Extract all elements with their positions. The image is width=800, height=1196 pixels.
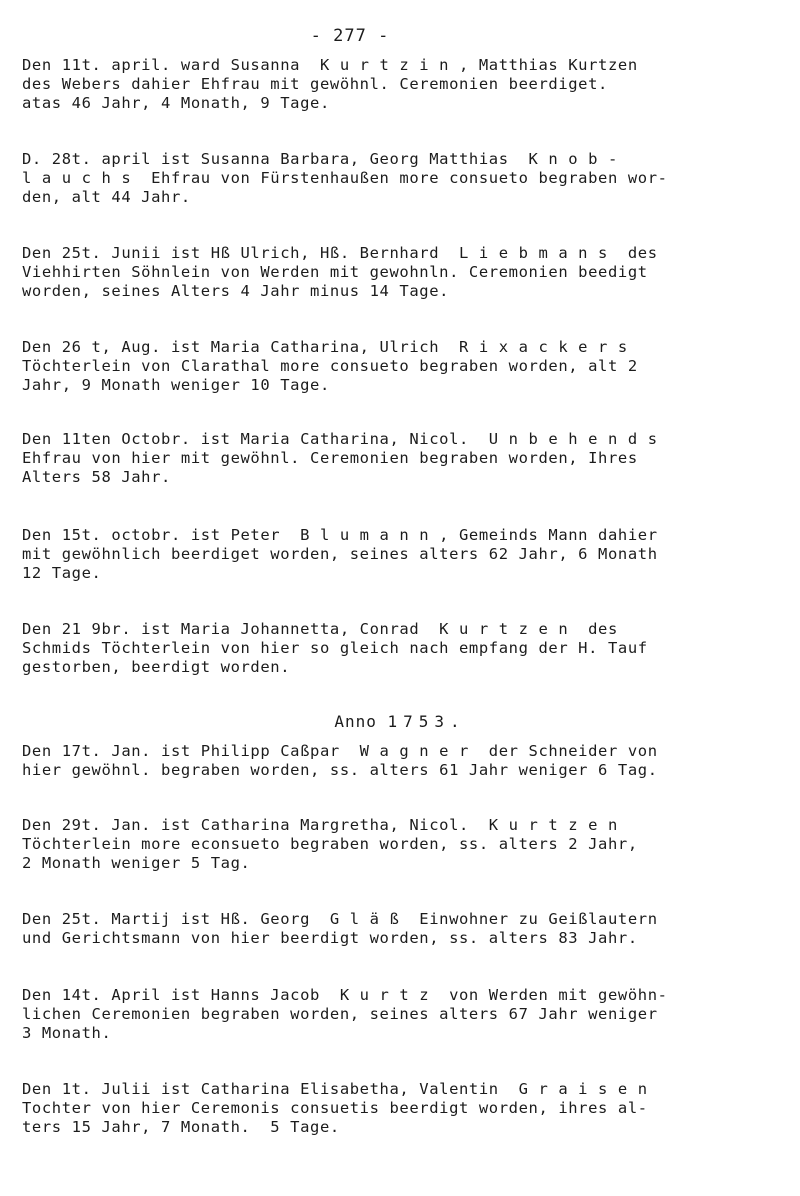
burial-entry [22,986,782,1043]
entry-line: Den 14t. April ist Hanns Jacob K u r t z von Werden mit gewöhn- [22,986,668,1004]
entry-line: atas 46 Jahr, 4 Monath, 9 Tage. [22,94,330,112]
entry-line: lichen Ceremonien begraben worden, seines alters 67 Jahr weniger [22,1005,658,1023]
entry-line: hier gewöhnl. begraben worden, ss. alters 61 Jahr weniger 6 Tag. [22,761,658,779]
entry-line: Den 17t. Jan. ist Philipp Caßpar W a g n e r der Schneider von [22,742,658,760]
entry-line: Jahr, 9 Monath weniger 10 Tage. [22,376,330,394]
burial-entry [22,620,782,677]
entry-line: Den 15t. octobr. ist Peter B l u m a n n , Gemeinds Mann dahier [22,526,658,544]
entry-line: Ehfrau von hier mit gewöhnl. Ceremonien begraben worden, Ihres [22,449,638,467]
year-heading [0,712,800,731]
burial-entry [22,526,782,583]
entry-line: Den 11ten Octobr. ist Maria Catharina, Nicol. U n b e h e n d s [22,430,658,448]
burial-entry [22,150,782,207]
entry-line: Töchterlein more econsueto begraben worden, ss. alters 2 Jahr, [22,835,638,853]
entry-line: Tochter von hier Ceremonis consuetis beerdigt worden, ihres al- [22,1099,648,1117]
entry-line: 12 Tage. [22,564,102,582]
entry-line: gestorben, beerdigt worden. [22,658,291,676]
burial-entry [22,244,782,301]
entry-line: Den 25t. Martij ist Hß. Georg G l ä ß Einwohner zu Geißlautern [22,910,658,928]
entry-line: worden, seines Alters 4 Jahr minus 14 Tage. [22,282,450,300]
entry-line: Den 11t. april. ward Susanna K u r t z i n , Matthias Kurtzen [22,56,638,74]
entry-line: Den 21 9br. ist Maria Johannetta, Conrad K u r t z e n des [22,620,618,638]
entry-line: des Webers dahier Ehfrau mit gewöhnl. Ceremonien beerdiget. [22,75,608,93]
year-heading-label: Anno [334,712,377,731]
entry-line: Töchterlein von Clarathal more consueto begraben worden, alt 2 [22,357,638,375]
entry-line: mit gewöhnlich beerdiget worden, seines alters 62 Jahr, 6 Monath [22,545,658,563]
entry-line: 2 Monath weniger 5 Tag. [22,854,251,872]
entry-line: Den 26 t, Aug. ist Maria Catharina, Ulrich R i x a c k e r s [22,338,628,356]
burial-entry [22,1080,782,1137]
entry-line: Den 29t. Jan. ist Catharina Margretha, Nicol. K u r t z e n [22,816,618,834]
entry-line: Den 25t. Junii ist Hß Ulrich, Hß. Bernhard L i e b m a n s des [22,244,658,262]
entry-line: l a u c h s Ehfrau von Fürstenhaußen more consueto begraben wor- [22,169,668,187]
entry-line: ters 15 Jahr, 7 Monath. 5 Tage. [22,1118,340,1136]
burial-entry [22,816,782,873]
entry-line: Den 1t. Julii ist Catharina Elisabetha, Valentin G r a i s e n [22,1080,648,1098]
entry-line: Alters 58 Jahr. [22,468,171,486]
page-number: - 277 - [310,26,390,46]
entry-line: und Gerichtsmann von hier beerdigt worden, ss. alters 83 Jahr. [22,929,638,947]
burial-entry [22,910,782,948]
burial-entry [22,742,782,780]
burial-entry [22,430,782,487]
burial-entry [22,56,782,113]
year-heading-year: 1753. [387,712,466,731]
entry-line: D. 28t. april ist Susanna Barbara, Georg Matthias K n o b - [22,150,618,168]
entry-line: den, alt 44 Jahr. [22,188,191,206]
entry-line: Schmids Töchterlein von hier so gleich nach empfang der H. Tauf [22,639,648,657]
burial-entry [22,338,782,395]
entry-line: Viehhirten Söhnlein von Werden mit gewohnln. Ceremonien beedigt [22,263,648,281]
entry-line: 3 Monath. [22,1024,112,1042]
